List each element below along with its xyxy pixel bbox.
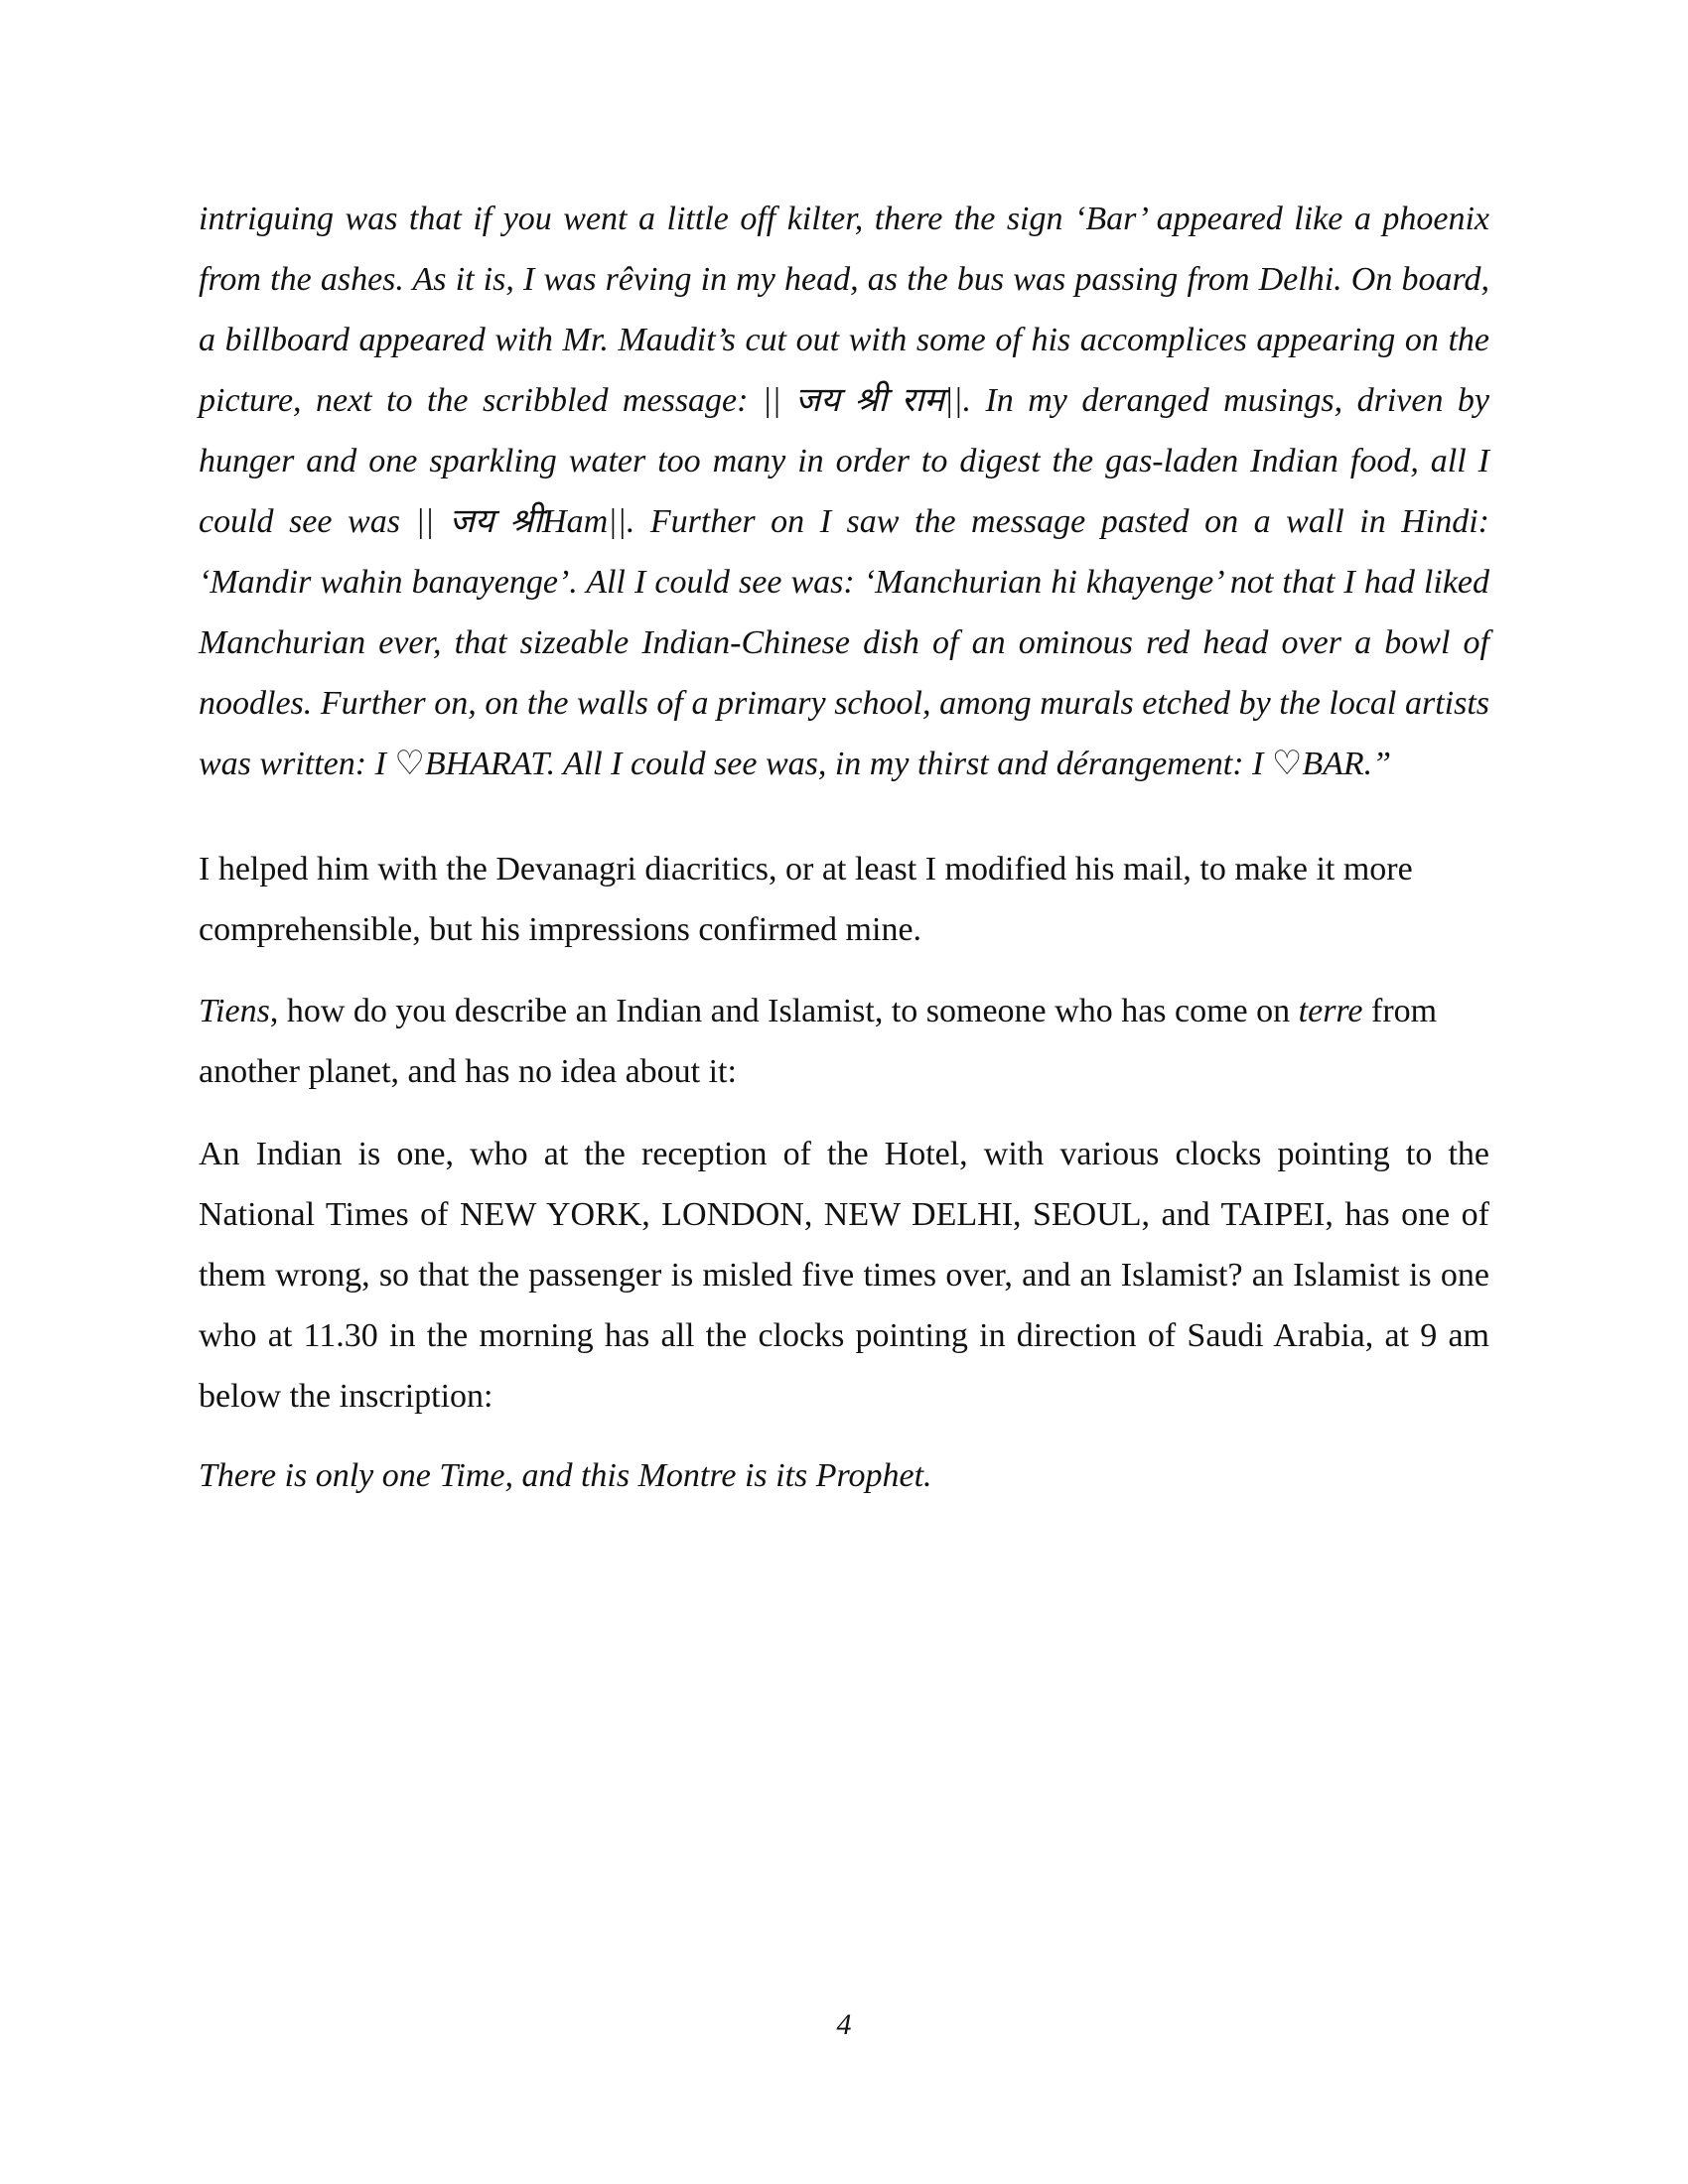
paragraph-diacritics-note: I helped him with the Devanagri diacritics, or at least I modified his mail, to make it more comprehensible, but his impressions confirmed mine. <box>199 851 1413 948</box>
word-tiens: Tiens <box>199 993 270 1029</box>
word-terre: terre <box>1298 993 1363 1029</box>
question-end-text: from another planet, and has no idea about it: <box>199 993 1438 1090</box>
question-middle-text: , how do you describe an Indian and Islamist, to someone who has come on <box>269 993 1299 1029</box>
paragraph-clocks: An Indian is one, who at the reception of the Hotel, with various clocks pointing to the National Times of NEW YORK, LONDON, NEW DELHI, SEOUL, and TAIPEI, has one of them wrong, so that the passenger is misled five times over, and an Islamist? an Islamist is one who at 11.30 in the morning has all the clocks pointing in direction of Saudi Arabia, at 9 am below the inscription: <box>199 1136 1489 1415</box>
page-number: 4 <box>836 2008 852 2041</box>
paragraph-quote-continuation: intriguing was that if you went a little off kilter, there the sign ‘Bar’ appeared like a phoenix from the ashes. As it is, I was rêving in my head, as the bus was passing from Delhi. On board, a billboard appeared with Mr. Maudit’s cut out with some of his accomplices appearing on the picture, next to the scribbled message: || जय श्री राम||. In my deranged musings, driven by hunger and one sparkling water too many in order to digest the gas-laden Indian food, all I could see was || जय श्रीHam||. Further on I saw the message pasted on a wall in Hindi: ‘Mandir wahin banayenge’. All I could see was: ‘Manchurian hi khayenge’ not that I had liked Manchurian ever, that sizeable Indian-Chinese dish of an ominous red head over a bowl of noodles. Further on, on the walls of a primary school, among murals etched by the local artists was written: I ♡BHARAT. All I could see was, in my thirst and dérangement: I ♡BAR.” <box>199 201 1489 782</box>
paragraph-inscription: There is only one Time, and this Montre is its Prophet. <box>199 1457 932 1494</box>
paragraph-question <box>199 981 1489 1102</box>
